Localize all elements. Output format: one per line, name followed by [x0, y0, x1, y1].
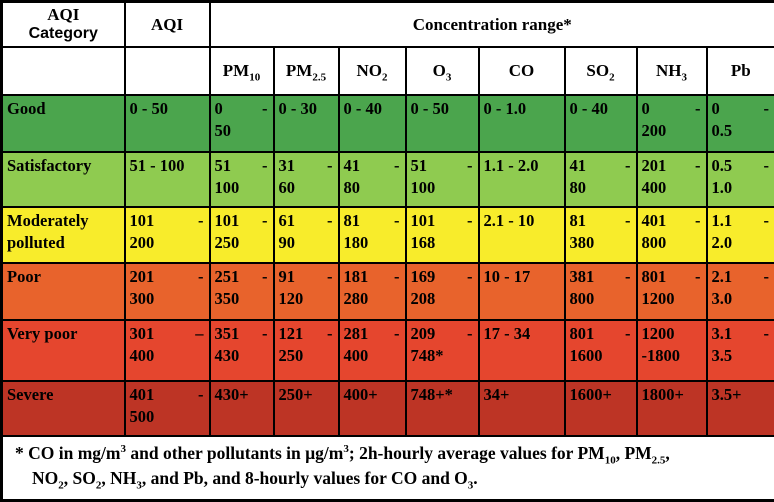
value-cell: 31 - 60 [274, 152, 339, 207]
header-aqi [125, 2, 210, 47]
value-cell: 61 - 90 [274, 207, 339, 263]
header-aqi-category-line2: Category [28, 25, 98, 43]
value-cell: 41 - 80 [565, 152, 637, 207]
value-cell: 81 - 180 [339, 207, 406, 263]
category-cell: Satisfactory [2, 152, 125, 207]
aqi-row-severe [2, 381, 774, 436]
empty-header-cell [125, 47, 210, 95]
value-cell: 1800+ [637, 381, 707, 436]
aqi-row-moderately-polluted [2, 207, 774, 263]
category-cell: Good [2, 95, 125, 152]
value-cell: 0 - 0.5 [707, 95, 774, 152]
header-aqi-label: AQI [150, 14, 184, 34]
pollutant-header: $NO_2$ [339, 47, 406, 95]
value-cell: 0 - 40 [339, 95, 406, 152]
value-cell: 281 - 400 [339, 320, 406, 381]
pollutant-header: $PM_{10}$ [210, 47, 274, 95]
value-cell: 101 - 168 [406, 207, 479, 263]
value-cell: 17 - 34 [479, 320, 565, 381]
value-cell: 1600+ [565, 381, 637, 436]
value-cell: 181 - 280 [339, 263, 406, 320]
value-cell: 748+* [406, 381, 479, 436]
empty-header-cell [2, 47, 125, 95]
value-cell: 91 - 120 [274, 263, 339, 320]
value-cell: 121 - 250 [274, 320, 339, 381]
value-cell: 0 - 200 [637, 95, 707, 152]
value-cell: 41 - 80 [339, 152, 406, 207]
footnote-row [2, 436, 774, 501]
concentration-range-label: Concentration range* [412, 14, 572, 34]
category-cell: Severe [2, 381, 125, 436]
header-aqi-category [2, 2, 125, 47]
footnote [2, 436, 774, 501]
footnote-line2: $NO_2$, $SO_2$, $NH_3$, and Pb, and 8-hourly values for CO and $O_3$. [32, 468, 478, 492]
category-cell: Moderately polluted [2, 207, 125, 263]
value-cell: 801 - 1600 [565, 320, 637, 381]
value-cell: 351 - 430 [210, 320, 274, 381]
value-cell: 400+ [339, 381, 406, 436]
pollutant-header: $PM_{2.5}$ [274, 47, 339, 95]
value-cell: 209 - 748* [406, 320, 479, 381]
header-row-1 [2, 2, 774, 47]
value-cell: 51 - 100 [210, 152, 274, 207]
value-cell: 201 - 400 [637, 152, 707, 207]
category-cell: Very poor [2, 320, 125, 381]
header-aqi-category-line1: AQI [47, 5, 80, 25]
value-cell: 0 - 1.0 [479, 95, 565, 152]
value-cell: 1.1 - 2.0 [707, 207, 774, 263]
value-cell: 51 - 100 [125, 152, 210, 207]
value-cell: 251 - 350 [210, 263, 274, 320]
value-cell: 101 - 200 [125, 207, 210, 263]
value-cell: 2.1 - 3.0 [707, 263, 774, 320]
value-cell: 81 - 380 [565, 207, 637, 263]
value-cell: 2.1 - 10 [479, 207, 565, 263]
value-cell: 10 - 17 [479, 263, 565, 320]
value-cell: 1200 -1800 [637, 320, 707, 381]
pollutant-header: CO [479, 47, 565, 95]
aqi-row-satisfactory [2, 152, 774, 207]
value-cell: 0 - 50 [210, 95, 274, 152]
value-cell: 3.1 - 3.5 [707, 320, 774, 381]
value-cell: 250+ [274, 381, 339, 436]
value-cell: 0 - 50 [406, 95, 479, 152]
value-cell: 0 - 50 [125, 95, 210, 152]
value-cell: 0 - 30 [274, 95, 339, 152]
value-cell: 301 – 400 [125, 320, 210, 381]
aqi-row-very-poor [2, 320, 774, 381]
value-cell: 401 - 800 [637, 207, 707, 263]
value-cell: 3.5+ [707, 381, 774, 436]
aqi-row-good [2, 95, 774, 152]
pollutant-header: Pb [707, 47, 774, 95]
aqi-row-poor [2, 263, 774, 320]
pollutant-header: $NH_3$ [637, 47, 707, 95]
header-concentration-range [210, 2, 774, 47]
footnote-line1: * CO in $mg/m^3$ and other pollutants in $\mu g/m^3$; 2h-hourly average values for $PM_{10}$, $PM_{2.5}$, [15, 443, 670, 467]
value-cell: 0 - 40 [565, 95, 637, 152]
header-row-2 [2, 47, 774, 95]
pollutant-header: $O_3$ [406, 47, 479, 95]
category-cell: Poor [2, 263, 125, 320]
value-cell: 169 - 208 [406, 263, 479, 320]
value-cell: 401 - 500 [125, 381, 210, 436]
pollutant-header: $SO_2$ [565, 47, 637, 95]
value-cell: 801 - 1200 [637, 263, 707, 320]
value-cell: 381 - 800 [565, 263, 637, 320]
value-cell: 34+ [479, 381, 565, 436]
value-cell: 51 - 100 [406, 152, 479, 207]
value-cell: 1.1 - 2.0 [479, 152, 565, 207]
value-cell: 430+ [210, 381, 274, 436]
value-cell: 101 - 250 [210, 207, 274, 263]
value-cell: 201 - 300 [125, 263, 210, 320]
value-cell: 0.5 - 1.0 [707, 152, 774, 207]
